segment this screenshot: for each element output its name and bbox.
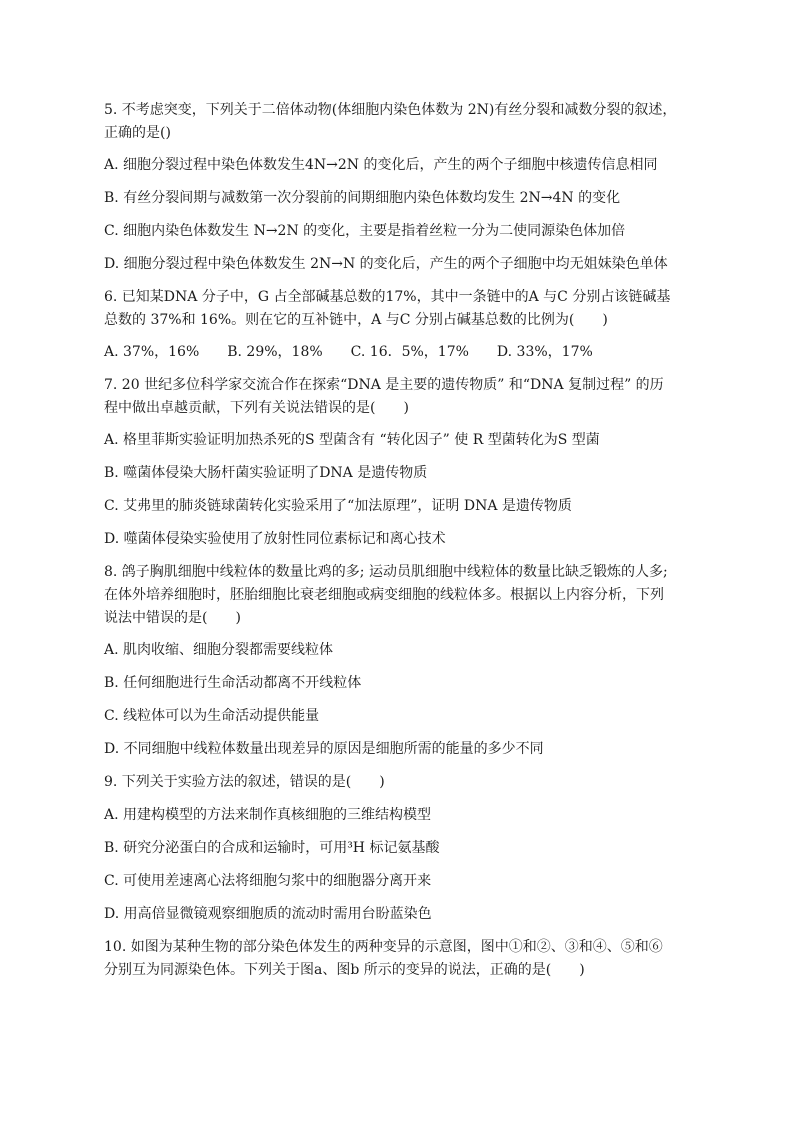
question-8-option-c: C. 线粒体可以为生命活动提供能量 — [104, 708, 320, 724]
question-7-option-d: D. 噬菌体侵染实验使用了放射性同位素标记和离心技术 — [104, 531, 446, 547]
question-5-stem-line-1: 5. 不考虑突变，下列关于二倍体动物(体细胞内染色体数为 2N)有丝分裂和减数分裂的叙述， — [104, 102, 677, 118]
question-8-stem-line-1: 8. 鸽子胸肌细胞中线粒体的数量比鸡的多; 运动员肌细胞中线粒体的数量比缺乏锻炼的人多; — [104, 564, 668, 580]
question-7-option-b: B. 噬菌体侵染大肠杆菌实验证明了DNA 是遗传物质 — [104, 465, 428, 481]
question-8-option-b: B. 任何细胞进行生命活动都离不开线粒体 — [104, 675, 362, 691]
question-8-stem-line-3: 说法中错误的是( ) — [104, 610, 241, 626]
question-8-stem-line-2: 在体外培养细胞时，胚胎细胞比衰老细胞或病变细胞的线粒体多。根据以上内容分析，下列 — [104, 587, 664, 603]
question-7-stem-line-1: 7. 20 世纪多位科学家交流合作在探索“DNA 是主要的遗传物质” 和“DNA 复制过程” 的历 — [104, 377, 664, 393]
question-7-stem-line-2: 程中做出卓越贡献，下列有关说法错误的是( ) — [104, 400, 409, 416]
question-9-option-c: C. 可使用差速离心法将细胞匀浆中的细胞器分离开来 — [104, 873, 432, 889]
question-5-option-d: D. 细胞分裂过程中染色体数发生 2N→N 的变化后，产生的两个子细胞中均无姐妹染色单体 — [104, 256, 668, 272]
question-5-option-a: A. 细胞分裂过程中染色体数发生4N→2N 的变化后，产生的两个子细胞中核遗传信息相同 — [104, 157, 658, 173]
question-9-option-a: A. 用建构模型的方法来制作真核细胞的三维结构模型 — [104, 807, 432, 823]
question-8-option-d: D. 不同细胞中线粒体数量出现差异的原因是细胞所需的能量的多少不同 — [104, 741, 544, 757]
question-9-stem: 9. 下列关于实验方法的叙述，错误的是( ) — [104, 774, 385, 790]
question-5-option-c: C. 细胞内染色体数发生 N→2N 的变化，主要是指着丝粒一分为二使同源染色体加倍 — [104, 223, 626, 239]
question-9-option-b: B. 研究分泌蛋白的合成和运输时，可用³H 标记氨基酸 — [104, 840, 440, 856]
question-5-stem-line-2: 正确的是() — [104, 125, 171, 141]
question-7-option-a: A. 格里菲斯实验证明加热杀死的S 型菌含有 “转化因子” 使 R 型菌转化为S 型菌 — [104, 432, 600, 448]
question-10-stem-line-2: 分别互为同源染色体。下列关于图a、图b 所示的变异的说法，正确的是( ) — [104, 962, 585, 978]
question-8-option-a: A. 肌肉收缩、细胞分裂都需要线粒体 — [104, 642, 334, 658]
question-6-stem-line-1: 6. 已知某DNA 分子中，G 占全部碱基总数的17%，其中一条链中的A 与C 分别占该链碱基 — [104, 289, 671, 305]
question-6-options: A. 37%，16% B. 29%，18% C. 16．5%，17% D. 33%，17% — [104, 344, 593, 360]
question-5-option-b: B. 有丝分裂间期与减数第一次分裂前的间期细胞内染色体数均发生 2N→4N 的变化 — [104, 190, 621, 206]
question-7-option-c: C. 艾弗里的肺炎链球菌转化实验采用了“加法原理”，证明 DNA 是遗传物质 — [104, 498, 572, 514]
question-10-stem-line-1: 10. 如图为某种生物的部分染色体发生的两种变异的示意图，图中①和②、③和④、⑤和⑥ — [104, 939, 663, 955]
question-6-stem-line-2: 总数的 37%和 16%。则在它的互补链中，A 与C 分别占碱基总数的比例为( ) — [104, 312, 608, 328]
question-9-option-d: D. 用高倍显微镜观察细胞质的流动时需用台盼蓝染色 — [104, 906, 432, 922]
